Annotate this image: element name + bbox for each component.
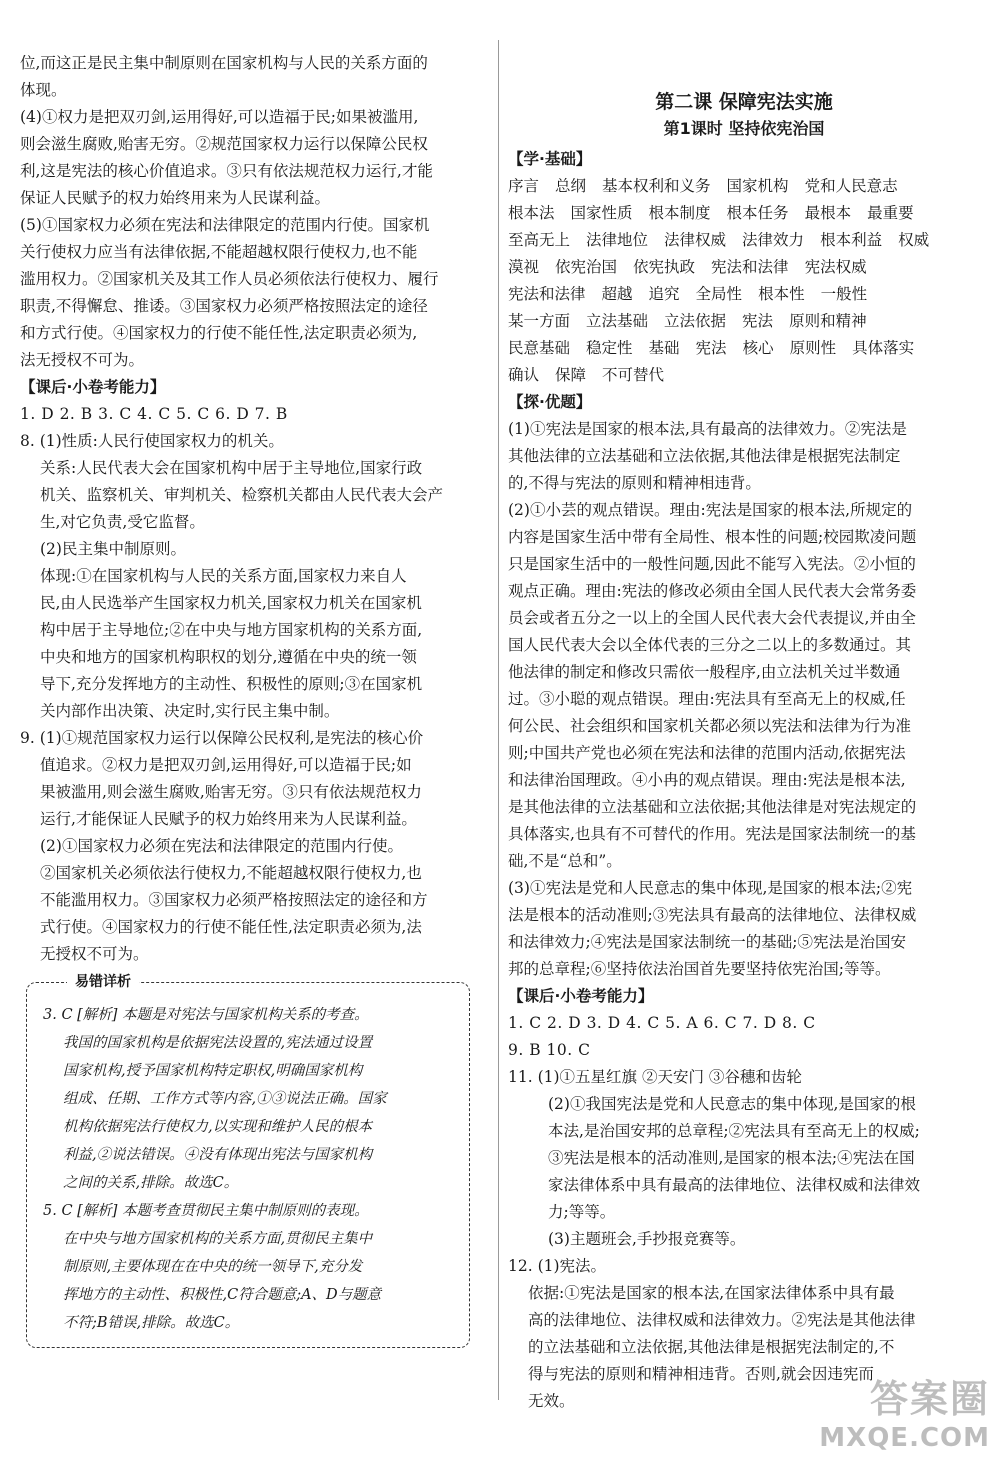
text-line: 机构依据宪法行使权力,以实现和维护人民的根本 <box>63 1119 373 1135</box>
text-line: 关行使权力应当有法律依据,不能超越权限行使权力,也不能 <box>20 243 418 261</box>
keyword: 确认 <box>508 366 540 384</box>
keyword: 宪法权威 <box>804 258 867 276</box>
keyword-row <box>508 281 980 308</box>
keyword: 国家机构 <box>726 177 789 195</box>
answer-5 <box>20 212 490 374</box>
text-line: (1)①宪法是国家的根本法,具有最高的法律效力。②宪法是 <box>508 420 907 438</box>
watermark-url: MXQE.COM <box>819 1423 990 1453</box>
keyword: 依宪执政 <box>633 258 696 276</box>
keyword: 民意基础 <box>508 339 571 357</box>
keyword: 某一方面 <box>508 312 571 330</box>
text-line: 5. C [解析] 本题考查贯彻民主集中制原则的表现。 <box>43 1203 369 1219</box>
keyword: 保障 <box>555 366 587 384</box>
text-line: 12. (1)宪法。 <box>508 1257 607 1275</box>
watermark <box>819 1368 990 1453</box>
text-line: 内容是国家生活中带有全局性、根本性的问题;校园欺凌问题 <box>508 528 917 546</box>
keyword: 基本权利和义务 <box>602 177 711 195</box>
section-heading-after-class: 【课后·小卷考能力】 <box>20 378 166 396</box>
keyword: 具体落实 <box>852 339 915 357</box>
keyword-block <box>508 173 980 389</box>
text-line: 果被滥用,则会滋生腐败,贻害无穷。③只有依法规范权力 <box>40 783 422 801</box>
text-line: (3)①宪法是党和人民意志的集中体现,是国家的根本法;②宪 <box>508 879 913 897</box>
multiple-choice-answers: 1. D 2. B 3. C 4. C 5. C 6. D 7. B <box>20 405 288 423</box>
text-line: 得与宪法的原则和精神相违背。否则,就会因违宪而 <box>528 1365 874 1383</box>
text-line: 8. (1)性质:人民行使国家权力的机关。 <box>20 432 284 450</box>
section-heading-learn: 【学·基础】 <box>508 150 592 168</box>
text-line: 组成、任期、工作方式等内容,①③说法正确。国家 <box>63 1091 387 1107</box>
text-line: 在中央与地方国家机构的关系方面,贯彻民主集中 <box>63 1231 373 1247</box>
text-line: 生,对它负责,受它监督。 <box>40 513 205 531</box>
keyword: 根本性 <box>758 285 805 303</box>
text-line: 他法律的制定和修改只需依一般程序,由立法机关过半数通 <box>508 663 901 681</box>
text-line: ②国家机关必须依法行使权力,不能超越权限行使权力,也 <box>40 864 422 882</box>
intro-paragraph <box>20 50 490 104</box>
column-divider <box>498 40 499 1400</box>
lesson-subtitle: 第1课时 坚持依宪治国 <box>663 119 825 138</box>
text-line: 力;等等。 <box>548 1203 616 1221</box>
text-line: (2)①我国宪法是党和人民意志的集中体现,是国家的根 <box>548 1095 916 1113</box>
text-line: 国家机构,授予国家机构特定职权,明确国家机构 <box>63 1063 363 1079</box>
text-line: 不能滥用权力。③国家权力必须严格按照法定的途径和方 <box>40 891 428 909</box>
text-line: 3. C [解析] 本题是对宪法与国家机构关系的考查。 <box>43 1007 369 1023</box>
text-line: 利,这是宪法的核心价值追求。③只有依法规范权力运行,才能 <box>20 162 433 180</box>
text-line: (5)①国家权力必须在宪法和法律限定的范围内行使。国家机 <box>20 216 430 234</box>
keyword-row <box>508 200 980 227</box>
text-line: 邦的总章程;⑥坚持依法治国首先要坚持依宪治国;等等。 <box>508 960 891 978</box>
keyword: 宪法 <box>695 339 727 357</box>
text-line: 无授权不可为。 <box>40 945 149 963</box>
text-line: ③宪法是根本的活动准则,是国家的根本法;④宪法在国 <box>548 1149 915 1167</box>
text-line: 过。③小聪的观点错误。理由:宪法具有至高无上的权威,任 <box>508 690 906 708</box>
text-line: 体现。 <box>20 81 67 99</box>
text-line: 职责,不得懈怠、推诿。③国家权力必须严格按照法定的途径 <box>20 297 428 315</box>
text-line: 位,而这正是民主集中制原则在国家机构与人民的关系方面的 <box>20 54 428 72</box>
keyword-row <box>508 173 980 200</box>
question-8 <box>20 428 490 725</box>
multiple-choice-answers-2: 9. B 10. C <box>508 1041 591 1059</box>
keyword: 宪法和法律 <box>508 285 586 303</box>
keyword: 国家性质 <box>570 204 633 222</box>
keyword: 党和人民意志 <box>804 177 898 195</box>
keyword: 法律地位 <box>586 231 649 249</box>
keyword: 原则和精神 <box>789 312 867 330</box>
explore-answers <box>508 416 980 983</box>
keyword-row <box>508 308 980 335</box>
text-line: 值追求。②权力是把双刃剑,运用得好,可以造福于民;如 <box>40 756 412 774</box>
text-line: 依据:①宪法是国家的根本法,在国家法律体系中具有最 <box>528 1284 895 1302</box>
keyword: 最重要 <box>867 204 914 222</box>
text-line: 和法律治国理政。④小冉的观点错误。理由:宪法是根本法, <box>508 771 906 789</box>
keyword-row <box>508 254 980 281</box>
text-line: 保证人民赋予的权力始终用来为人民谋利益。 <box>20 189 331 207</box>
text-line: 机关、监察机关、审判机关、检察机关都由人民代表大会产 <box>40 486 444 504</box>
keyword: 追究 <box>648 285 680 303</box>
keyword: 权威 <box>898 231 930 249</box>
keyword: 根本制度 <box>648 204 711 222</box>
text-line: 利益,②说法错误。④没有体现出宪法与国家机构 <box>63 1147 373 1163</box>
keyword: 一般性 <box>820 285 868 303</box>
text-line: 法是根本的活动准则;③宪法具有最高的法律地位、法律权威 <box>508 906 917 924</box>
text-line: 挥地方的主动性、积极性,C符合题意;A、D与题意 <box>63 1287 382 1303</box>
keyword: 超越 <box>601 285 633 303</box>
multiple-choice-answers-1: 1. C 2. D 3. D 4. C 5. A 6. C 7. D 8. C <box>508 1014 816 1032</box>
text-line: 滥用权力。②国家机关及其工作人员必须依法行使权力、履行 <box>20 270 439 288</box>
text-line: 不符;B错误,排除。故选C。 <box>63 1315 240 1331</box>
answer-4 <box>20 104 490 212</box>
text-line: 具体落实,也具有不可替代的作用。宪法是国家法制统一的基 <box>508 825 916 843</box>
keyword: 法律效力 <box>742 231 805 249</box>
text-line: 11. (1)①五星红旗 ②天安门 ③谷穗和齿轮 <box>508 1068 802 1086</box>
text-line: (2)①国家权力必须在宪法和法律限定的范围内行使。 <box>40 837 403 855</box>
text-line: 导下,充分发挥地方的主动性、积极性的原则;③在国家机 <box>40 675 423 693</box>
keyword: 根本法 <box>508 204 555 222</box>
keyword: 基础 <box>648 339 680 357</box>
keyword: 根本任务 <box>726 204 789 222</box>
text-line: 体现:①在国家机构与人民的关系方面,国家权力来自人 <box>40 567 407 585</box>
text-line: 民,由人民选举产生国家权力机关,国家权力机关在国家机 <box>40 594 422 612</box>
watermark-logo-text: 答案圈 <box>869 1377 990 1421</box>
keyword: 序言 <box>508 177 540 195</box>
text-line: (4)①权力是把双刃剑,运用得好,可以造福于民;如果被滥用, <box>20 108 419 126</box>
text-line: 我国的国家机构是依据宪法设置的,宪法通过设置 <box>63 1035 373 1051</box>
text-line: 构中居于主导地位;②在中央与地方国家机构的关系方面, <box>40 621 423 639</box>
text-line: 制原则,主要体现在在中央的统一领导下,充分发 <box>63 1259 363 1275</box>
keyword-row <box>508 335 980 362</box>
text-line: 9. (1)①规范国家权力运行以保障公民权利,是宪法的核心价 <box>20 729 424 747</box>
keyword: 立法依据 <box>664 312 727 330</box>
keyword: 原则性 <box>789 339 837 357</box>
text-line: 式行使。④国家权力的行使不能任性,法定职责必须为,法 <box>40 918 422 936</box>
keyword: 漠视 <box>508 258 540 276</box>
text-line: 观点正确。理由:宪法的修改必须由全国人民代表大会常务委 <box>508 582 917 600</box>
text-line: 则会滋生腐败,贻害无穷。②规范国家权力运行以保障公民权 <box>20 135 428 153</box>
keyword: 立法基础 <box>586 312 649 330</box>
keyword: 最根本 <box>804 204 852 222</box>
text-line: (2)民主集中制原则。 <box>40 540 186 558</box>
keyword: 宪法和法律 <box>711 258 789 276</box>
section-heading-explore: 【探·优题】 <box>508 393 592 411</box>
question-9 <box>20 725 490 968</box>
text-line: (3)主题班会,手抄报竞赛等。 <box>548 1230 746 1248</box>
section-heading-after-class-right: 【课后·小卷考能力】 <box>508 987 654 1005</box>
keyword: 至高无上 <box>508 231 571 249</box>
text-line: 则;中国共产党也必须在宪法和法律的范围内活动,依据宪法 <box>508 744 906 762</box>
question-11 <box>508 1064 980 1253</box>
error-analysis-box <box>26 974 470 1348</box>
right-column <box>508 50 980 1415</box>
text-line: 的立法基础和立法依据,其他法律是根据宪法制定的,不 <box>528 1338 895 1356</box>
error-analysis-title: 易错详析 <box>67 971 139 991</box>
text-line: 运行,才能保证人民赋予的权力始终用来为人民谋利益。 <box>40 810 417 828</box>
text-line: 高的法律地位、法律权威和法律效力。②宪法是其他法律 <box>528 1311 916 1329</box>
text-line: 家法律体系中具有最高的法律地位、法律权威和法律效 <box>548 1176 921 1194</box>
text-line: 关内部作出决策、决定时,实行民主集中制。 <box>40 702 340 720</box>
text-line: 之间的关系,排除。故选C。 <box>63 1175 239 1191</box>
text-line: 国人民代表大会以全体代表的三分之二以上的多数通过。其 <box>508 636 912 654</box>
keyword: 不可替代 <box>602 366 665 384</box>
text-line: 和方式行使。④国家权力的行使不能任性,法定职责必须为, <box>20 324 418 342</box>
keyword-row <box>508 362 980 389</box>
left-column <box>20 50 490 1348</box>
text-line: 和法律效力;④宪法是国家法制统一的基础;⑤宪法是治国安 <box>508 933 906 951</box>
text-line: 是其他法律的立法基础和立法依据;其他法律是对宪法规定的 <box>508 798 917 816</box>
text-line: 法无授权不可为。 <box>20 351 145 369</box>
text-line: 的,不得与宪法的原则和精神相违背。 <box>508 474 761 492</box>
text-line: (2)①小芸的观点错误。理由:宪法是国家的根本法,所规定的 <box>508 501 913 519</box>
text-line: 无效。 <box>528 1392 575 1410</box>
text-line: 本法,是治国安邦的总章程;②宪法具有至高无上的权威; <box>548 1122 920 1140</box>
keyword: 全局性 <box>695 285 743 303</box>
text-line: 关系:人民代表大会在国家机构中居于主导地位,国家行政 <box>40 459 423 477</box>
keyword: 总纲 <box>555 177 587 195</box>
text-line: 其他法律的立法基础和立法依据,其他法律是根据宪法制定 <box>508 447 901 465</box>
keyword: 依宪治国 <box>555 258 618 276</box>
keyword: 根本利益 <box>820 231 883 249</box>
text-line: 何公民、社会组织和国家机关都必须以宪法和法律为行为准 <box>508 717 912 735</box>
keyword: 稳定性 <box>586 339 633 357</box>
keyword: 核心 <box>742 339 774 357</box>
keyword: 法律权威 <box>664 231 727 249</box>
text-line: 员会或者五分之一以上的全国人民代表大会代表提议,并由全 <box>508 609 916 627</box>
keyword: 宪法 <box>742 312 774 330</box>
lesson-title: 第二课 保障宪法实施 <box>655 91 833 113</box>
keyword-row <box>508 227 980 254</box>
text-line: 只是国家生活中的一般性问题,因此不能写入宪法。②小恒的 <box>508 555 916 573</box>
text-line: 础,不是“总和”。 <box>508 852 622 870</box>
text-line: 中央和地方的国家机构职权的划分,遵循在中央的统一领 <box>40 648 417 666</box>
